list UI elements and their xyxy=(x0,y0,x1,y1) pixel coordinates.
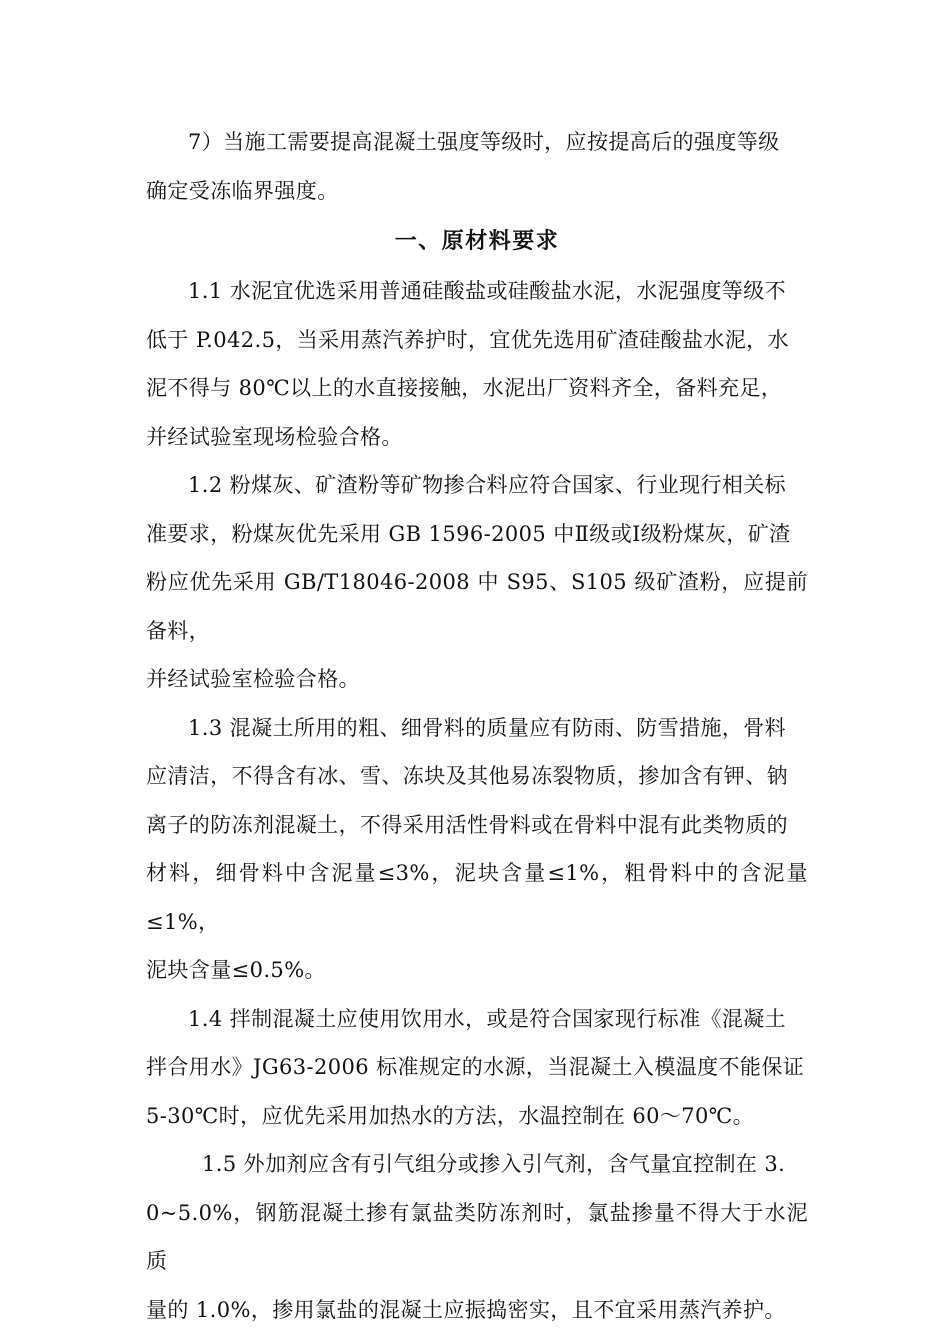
text-line: 离子的防冻剂混凝土，不得采用活性骨料或在骨料中混有此类物质的 xyxy=(146,812,788,837)
document-body xyxy=(146,118,808,1334)
text-line: 1.1 水泥宜优选采用普通硅酸盐或硅酸盐水泥，水泥强度等级不 xyxy=(188,279,787,303)
text-line: 1.2 粉煤灰、矿渣粉等矿物掺合料应符合国家、行业现行相关标 xyxy=(188,473,787,497)
text-line: 5-30℃时，应优先采用加热水的方法，水温控制在 60～70℃。 xyxy=(146,1103,755,1128)
text-line: 材料，细骨料中含泥量≤3%，泥块含量≤1%，粗骨料中的含泥量≤1%， xyxy=(146,861,808,934)
paragraph-1-1 xyxy=(146,267,808,461)
text-line: 并经试验室检验合格。 xyxy=(146,667,360,691)
text-line: 准要求，粉煤灰优先采用 GB 1596-2005 中Ⅱ级或Ⅰ级粉煤灰，矿渣 xyxy=(146,521,791,546)
text-line: 泥块含量≤0.5%。 xyxy=(146,958,326,982)
paragraph-1-4 xyxy=(146,995,808,1141)
paragraph-7 xyxy=(146,118,808,215)
text-line: 低于 P.042.5，当采用蒸汽养护时，宜优先选用矿渣硅酸盐水泥，水 xyxy=(146,327,789,352)
paragraph-1-5 xyxy=(146,1140,808,1334)
text-line: 0~5.0%，钢筋混凝土掺有氯盐类防冻剂时，氯盐掺量不得大于水泥质 xyxy=(146,1200,808,1273)
text-line: 并经试验室现场检验合格。 xyxy=(146,424,403,449)
text-line: 粉应优先采用 GB/T18046-2008 中 S95、S105 级矿渣粉，应提前备料， xyxy=(146,570,808,643)
text-line: 应清洁，不得含有冰、雪、冻块及其他易冻裂物质，掺加含有钾、钠 xyxy=(146,764,788,788)
paragraph-1-3 xyxy=(146,704,808,995)
section-heading: 一、原材料要求 xyxy=(394,228,560,254)
text-line: 量的 1.0%，掺用氯盐的混凝土应振捣密实，且不宜采用蒸汽养护。 xyxy=(146,1297,786,1322)
text-line: 1.5 外加剂应含有引气组分或掺入引气剂，含气量宜控制在 3. xyxy=(202,1152,786,1176)
text-line: 1.4 拌制混凝土应使用饮用水，或是符合国家现行标准《混凝土 xyxy=(188,1006,787,1031)
paragraph-1-2 xyxy=(146,461,808,704)
text-line: 拌合用水》JG63-2006 标准规定的水源，当混凝土入模温度不能保证 xyxy=(146,1055,805,1079)
text-line: 1.3 混凝土所用的粗、细骨料的质量应有防雨、防雪措施，骨料 xyxy=(188,715,787,740)
text-line: 确定受冻临界强度。 xyxy=(146,178,339,203)
text-line: 7）当施工需要提高混凝土强度等级时，应按提高后的强度等级 xyxy=(188,130,780,154)
text-line: 泥不得与 80℃以上的水直接接触，水泥出厂资料齐全，备料充足， xyxy=(146,376,783,400)
